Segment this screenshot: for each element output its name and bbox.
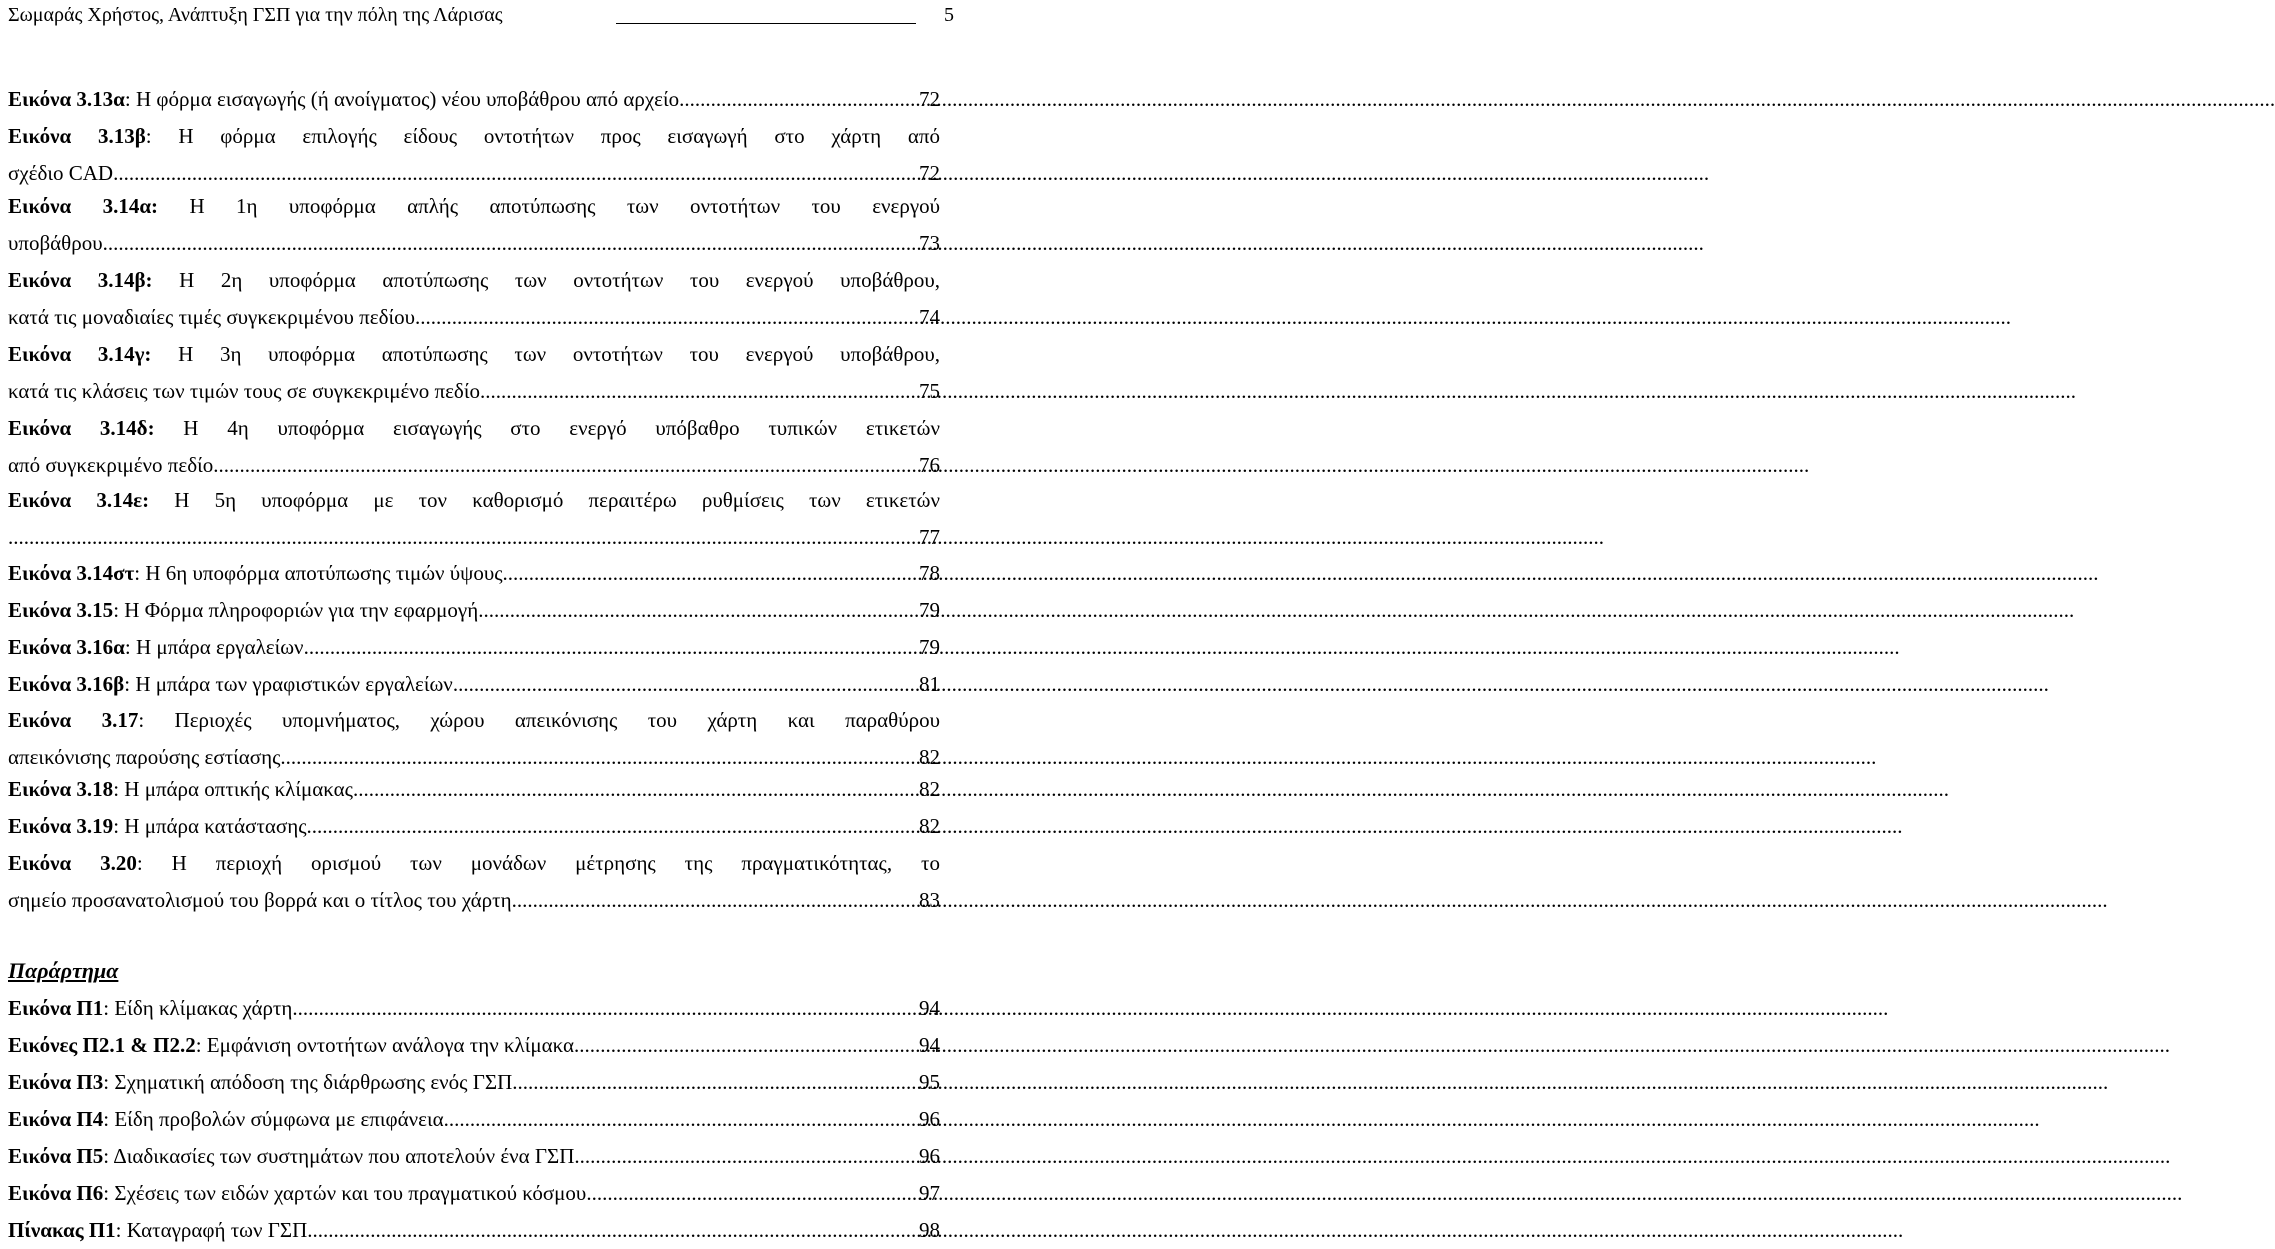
page-ref: 96 <box>919 1144 940 1168</box>
toc-text: : Η μπάρα εργαλείων <box>124 635 304 659</box>
figure-label: Εικόνα 3.14ε: <box>8 488 150 512</box>
page-ref: 98 <box>919 1218 940 1242</box>
page-ref: 82 <box>919 745 940 769</box>
toc-entry <box>8 1175 940 1212</box>
figure-label: Εικόνα 3.20 <box>8 851 137 875</box>
page-ref: 74 <box>919 305 940 329</box>
toc-text: Η 2η υποφόρμα αποτύπωσης των οντοτήτων του ενεργού υποβάθρου, <box>152 268 941 292</box>
page-ref: 79 <box>919 598 940 622</box>
figure-label: Εικόνα 3.14στ <box>8 561 135 585</box>
toc-text: : Είδη προβολών σύμφωνα με επιφάνεια <box>103 1107 444 1131</box>
toc-line <box>8 808 940 845</box>
header-title: Σωμαράς Χρήστος, Ανάπτυξη ΓΣΠ για την πόλη της Λάρισας <box>8 4 503 26</box>
toc-line <box>8 118 940 155</box>
toc-entry <box>8 771 940 808</box>
toc-text: : Η περιοχή ορισμού των μονάδων μέτρησης της πραγματικότητας, το <box>136 851 940 875</box>
figure-label: Εικόνα 3.18 <box>8 777 114 801</box>
toc-text: σημείο προσανατολισμού του βορρά και ο τίτλος του χάρτη <box>8 888 512 912</box>
toc-entry <box>8 666 940 703</box>
toc-text: : Η φόρμα εισαγωγής (ή ανοίγματος) νέου υποβάθρου από αρχείο <box>124 87 680 111</box>
dot-leader <box>292 990 917 1027</box>
figure-label: Εικόνα 3.14γ: <box>8 342 152 366</box>
toc-line <box>8 262 940 299</box>
toc-text: : Η μπάρα οπτικής κλίμακας <box>113 777 353 801</box>
dot-leader <box>512 882 917 919</box>
page-header <box>8 2 958 28</box>
toc-line <box>8 1138 940 1175</box>
appendix-label: Εικόνα Π1 <box>8 996 104 1020</box>
figure-label: Εικόνα 3.17 <box>8 708 139 732</box>
toc-line <box>8 299 940 336</box>
page-ref: 83 <box>919 888 940 912</box>
toc-line <box>8 1064 940 1101</box>
toc-line <box>8 882 940 919</box>
toc-entry <box>8 1027 940 1064</box>
figure-label: Εικόνα 3.13α <box>8 87 125 111</box>
dot-leader <box>8 519 917 556</box>
toc-text: : Η φόρμα επιλογής είδους οντοτήτων προς εισαγωγή στο χάρτη από <box>145 124 940 148</box>
dot-leader <box>574 1138 917 1175</box>
toc-line <box>8 81 940 118</box>
toc-text: : Σχηματική απόδοση της διάρθρωσης ενός ΓΣΠ <box>103 1070 513 1094</box>
toc-text: : Σχέσεις των ειδών χαρτών και του πραγματικού κόσμου <box>103 1181 587 1205</box>
figure-label: Εικόνα 3.14β: <box>8 268 153 292</box>
toc-text: Η 5η υποφόρμα με τον καθορισμό περαιτέρω ρυθμίσεις των ετικετών <box>149 488 940 512</box>
toc-entry <box>8 81 940 118</box>
toc-entry <box>8 410 940 484</box>
toc-text: κατά τις κλάσεις των τιμών τους σε συγκεκριμένο πεδίο <box>8 379 480 403</box>
toc-entry <box>8 1064 940 1101</box>
dot-leader <box>108 225 917 262</box>
toc-text: : Εμφάνιση οντοτήτων ανάλογα την κλίμακα <box>195 1033 575 1057</box>
page-ref: 96 <box>919 1107 940 1131</box>
toc-line <box>8 592 940 629</box>
toc-entry <box>8 1212 940 1249</box>
toc-entry <box>8 702 940 776</box>
dot-leader <box>503 555 917 592</box>
dot-leader <box>415 299 917 336</box>
page-ref: 79 <box>919 635 940 659</box>
toc-line <box>8 373 940 410</box>
figure-label: Εικόνα 3.16α <box>8 635 125 659</box>
toc-entry <box>8 482 940 556</box>
appendix-label: Εικόνα Π6 <box>8 1181 104 1205</box>
dot-leader <box>307 1212 917 1249</box>
toc-line <box>8 702 940 739</box>
page-ref: 72 <box>919 161 940 185</box>
toc-entry <box>8 629 940 666</box>
toc-line <box>8 555 940 592</box>
toc-text: κατά τις μοναδιαίες τιμές συγκεκριμένου πεδίου <box>8 305 416 329</box>
toc-line <box>8 447 940 484</box>
figure-label: Εικόνα 3.15 <box>8 598 114 622</box>
page-ref: 81 <box>919 672 940 696</box>
page-ref: 94 <box>919 1033 940 1057</box>
toc-text: σχέδιο CAD <box>8 161 114 185</box>
toc-line <box>8 771 940 808</box>
dot-leader <box>453 666 917 703</box>
dot-leader <box>304 629 917 666</box>
toc-entry <box>8 555 940 592</box>
toc-text: Η 1η υποφόρμα απλής αποτύπωσης των οντοτήτων του ενεργού <box>158 194 941 218</box>
toc-line <box>8 225 940 262</box>
page-ref: 76 <box>919 453 940 477</box>
dot-leader <box>480 373 917 410</box>
page-ref: 95 <box>919 1070 940 1094</box>
page-ref: 75 <box>919 379 940 403</box>
page-ref: 82 <box>919 814 940 838</box>
toc-line <box>8 990 940 1027</box>
dot-leader <box>586 1175 917 1212</box>
toc-line <box>8 629 940 666</box>
header-rule <box>616 23 916 24</box>
page-ref: 94 <box>919 996 940 1020</box>
toc-line <box>8 519 940 556</box>
dot-leader <box>512 1064 917 1101</box>
toc-text: : Η μπάρα κατάστασης <box>113 814 307 838</box>
toc-entry <box>8 592 940 629</box>
toc-text: : Περιοχές υπομνήματος, χώρου απεικόνισης του χάρτη και παραθύρου <box>138 708 940 732</box>
toc-text: : Η 6η υποφόρμα αποτύπωσης τιμών ύψους <box>134 561 503 585</box>
toc-entry <box>8 188 940 262</box>
dot-leader <box>213 447 917 484</box>
figure-label: Εικόνα 3.13β <box>8 124 146 148</box>
toc-text: : Καταγραφή των ΓΣΠ <box>115 1218 308 1242</box>
page-ref: 78 <box>919 561 940 585</box>
toc-text: : Η μπάρα των γραφιστικών εργαλείων <box>124 672 453 696</box>
toc-text: : Είδη κλίμακας χάρτη <box>103 996 293 1020</box>
appendix-label: Εικόνα Π3 <box>8 1070 104 1094</box>
figure-label: Εικόνα 3.19 <box>8 814 114 838</box>
page-ref: 72 <box>919 87 940 111</box>
dot-leader <box>574 1027 917 1064</box>
toc-entry <box>8 808 940 845</box>
toc-text: από συγκεκριμένο πεδίο <box>8 453 214 477</box>
dot-leader <box>307 808 917 845</box>
toc-line <box>8 188 940 225</box>
toc-entry <box>8 118 940 192</box>
toc-text: : Η Φόρμα πληροφοριών για την εφαρμογή <box>113 598 479 622</box>
dot-leader <box>679 81 917 118</box>
page-ref: 97 <box>919 1181 940 1205</box>
toc-line <box>8 410 940 447</box>
page-number: 5 <box>944 4 954 26</box>
dot-leader <box>478 592 917 629</box>
dot-leader <box>113 155 917 192</box>
appendix-label: Εικόνα Π4 <box>8 1107 104 1131</box>
toc-line <box>8 336 940 373</box>
appendix-label: Πίνακας Π1 <box>8 1218 116 1242</box>
toc-entry <box>8 1138 940 1175</box>
toc-entry <box>8 845 940 919</box>
figure-label: Εικόνα 3.16β <box>8 672 125 696</box>
appendix-heading: Παράρτημα <box>8 958 119 983</box>
toc-line <box>8 1212 940 1249</box>
page-ref: 73 <box>919 231 940 255</box>
toc-line <box>8 482 940 519</box>
appendix-label: Εικόνα Π5 <box>8 1144 104 1168</box>
page-ref: 82 <box>919 777 940 801</box>
figure-label: Εικόνα 3.14δ: <box>8 416 155 440</box>
page-ref: 77 <box>919 525 940 549</box>
dot-leader <box>444 1101 917 1138</box>
toc-line <box>8 1027 940 1064</box>
dot-leader <box>353 771 917 808</box>
toc-text: : Διαδικασίες των συστημάτων που αποτελούν ένα ΓΣΠ <box>103 1144 575 1168</box>
figure-label: Εικόνα 3.14α: <box>8 194 159 218</box>
toc-line <box>8 1101 940 1138</box>
toc-line <box>8 845 940 882</box>
toc-text: υποβάθρου. <box>8 231 108 255</box>
appendix-label: Εικόνες Π2.1 & Π2.2 <box>8 1033 196 1057</box>
toc-text: Η 4η υποφόρμα εισαγωγής στο ενεργό υπόβαθρο τυπικών ετικετών <box>154 416 940 440</box>
toc-text: απεικόνισης παρούσης εστίασης <box>8 745 281 769</box>
toc-line <box>8 155 940 192</box>
toc-entry <box>8 1101 940 1138</box>
toc-entry <box>8 336 940 410</box>
toc-line <box>8 1175 940 1212</box>
toc-entry <box>8 262 940 336</box>
toc-entry <box>8 990 940 1027</box>
toc-line <box>8 666 940 703</box>
toc-text: Η 3η υποφόρμα αποτύπωσης των οντοτήτων του ενεργού υποβάθρου, <box>151 342 940 366</box>
